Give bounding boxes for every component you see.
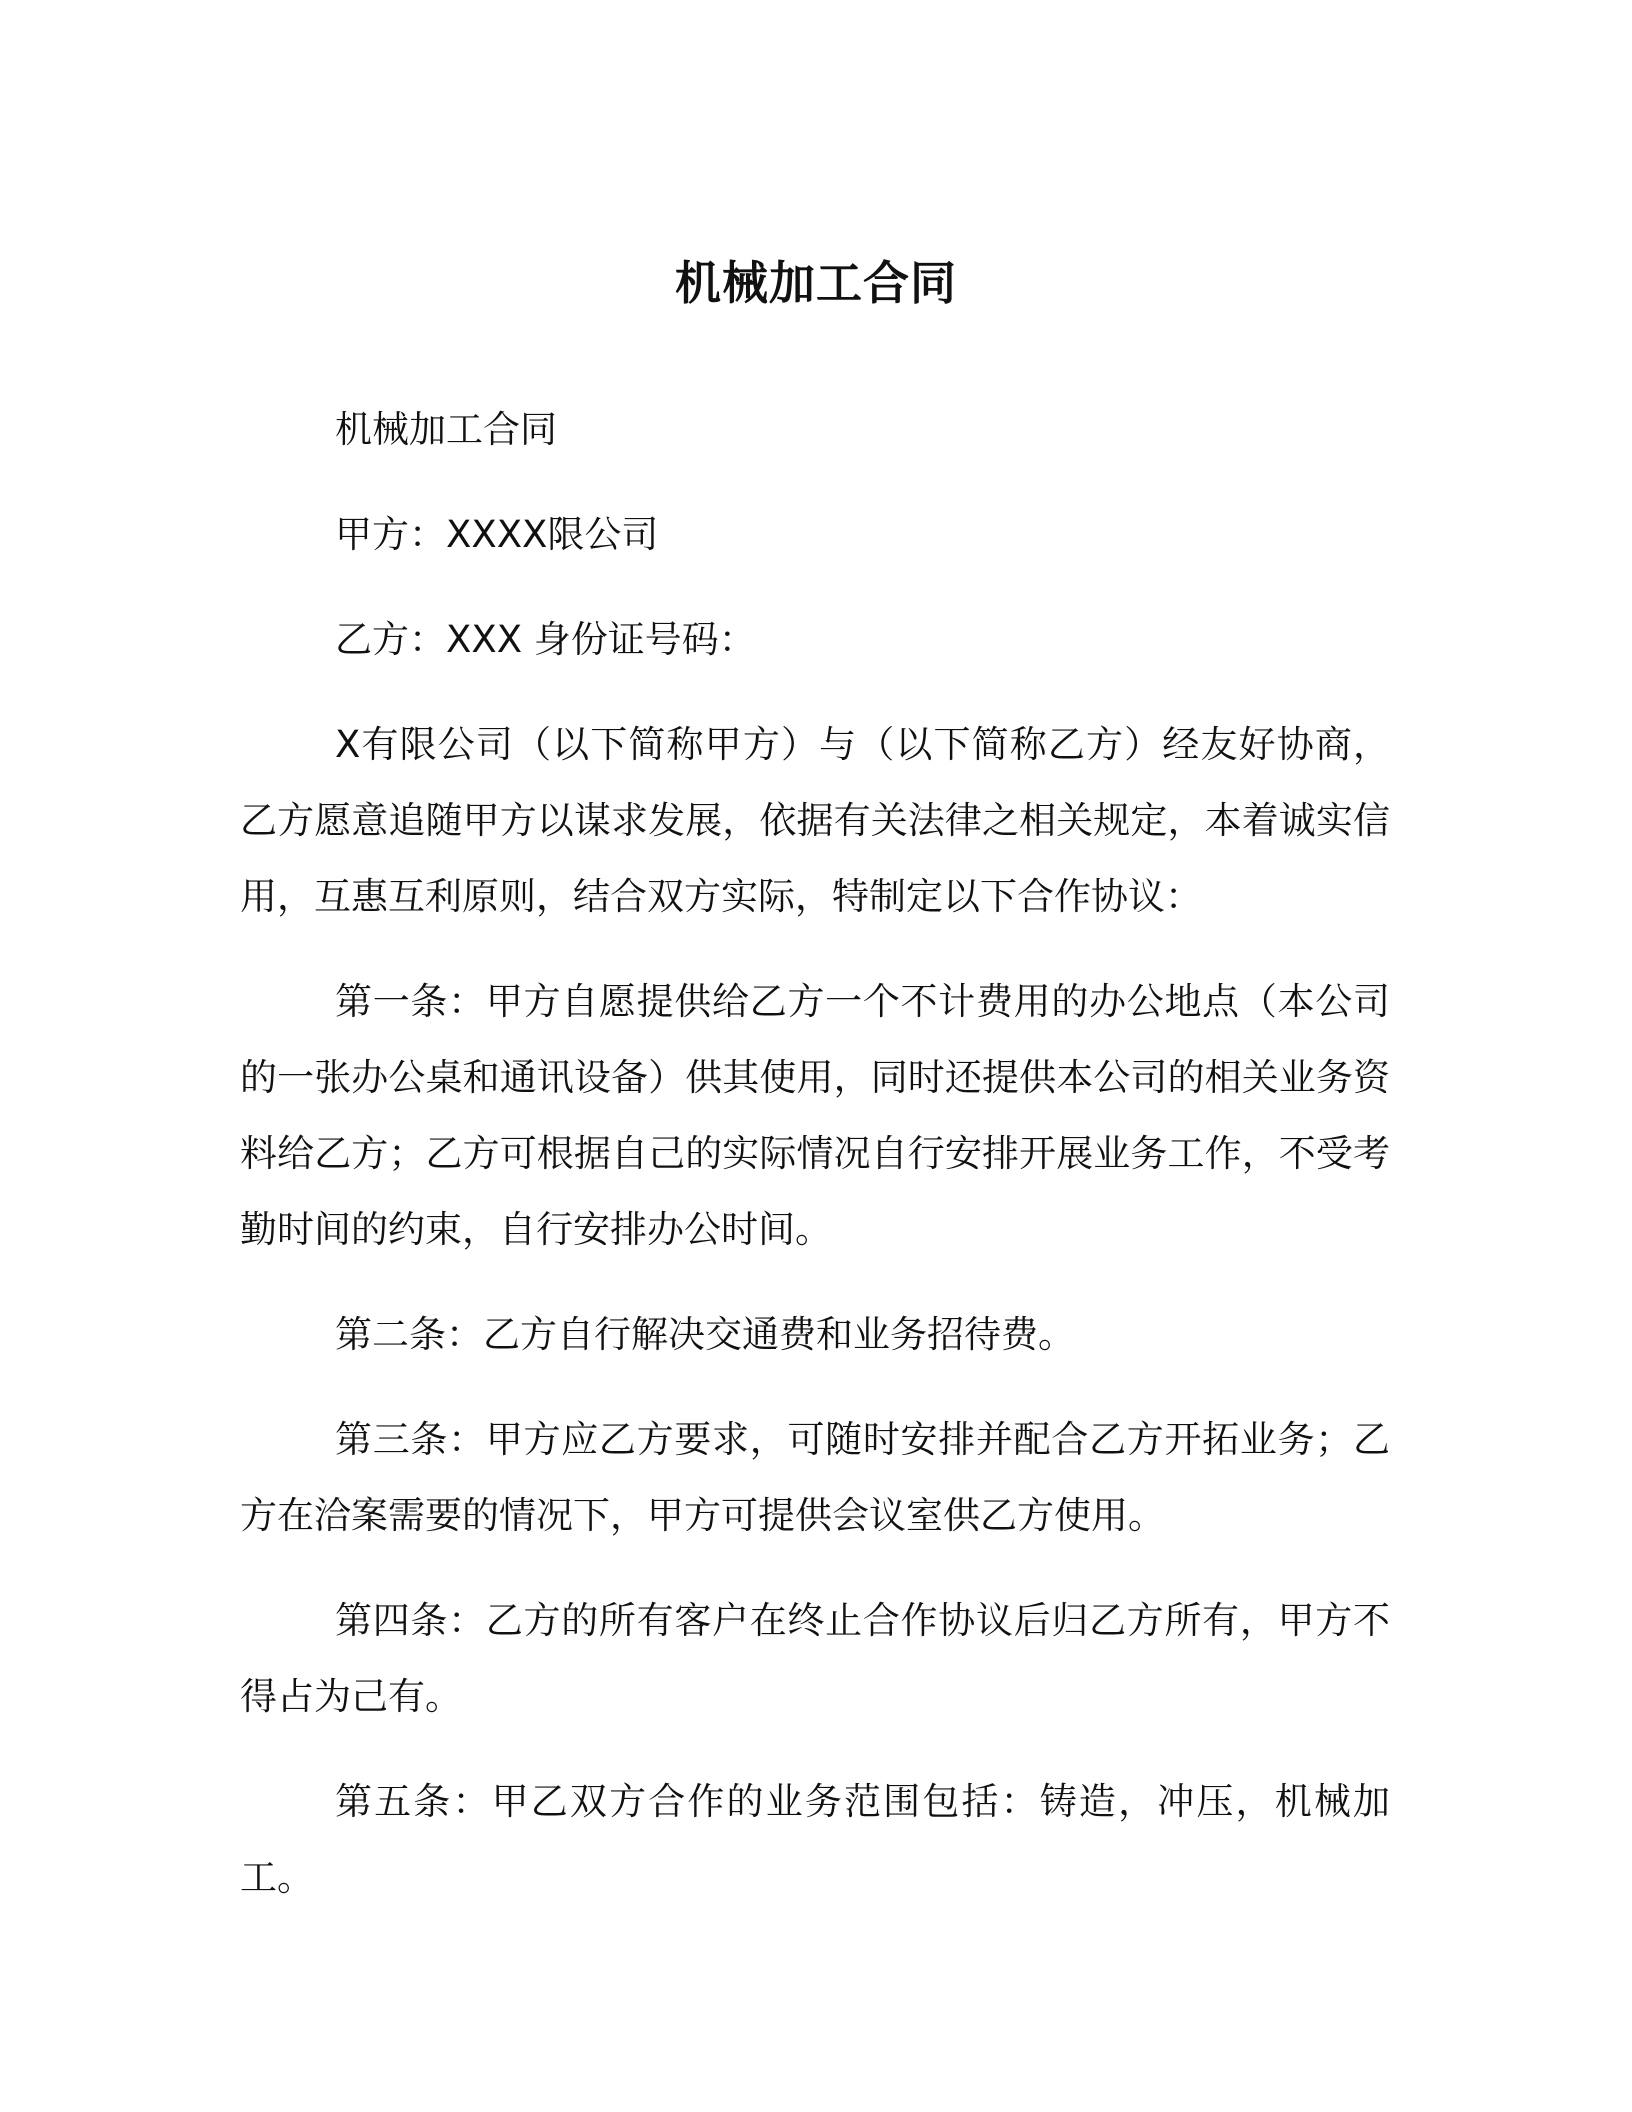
paragraph-article-4: 第四条：乙方的所有客户在终止合作协议后归乙方所有，甲方不得占为己有。 bbox=[240, 1599, 1390, 1718]
paragraph-article-5: 第五条：甲乙双方合作的业务范围包括：铸造，冲压，机械加工。 bbox=[240, 1780, 1390, 1899]
paragraph-preamble: X有限公司（以下简称甲方）与（以下简称乙方）经友好协商，乙方愿意追随甲方以谋求发展，依据有关法律之相关规定，本着诚实信用，互惠互利原则，结合双方实际，特制定以下合作协议： bbox=[240, 723, 1390, 918]
document-title: 机械加工合同 bbox=[675, 255, 957, 310]
document-body bbox=[240, 392, 1390, 1945]
paragraph-article-2: 第二条：乙方自行解决交通费和业务招待费。 bbox=[335, 1313, 1075, 1356]
paragraph-party-b: 乙方：XXX 身份证号码： bbox=[335, 618, 756, 661]
paragraph-heading: 机械加工合同 bbox=[335, 408, 557, 451]
paragraph-party-a: 甲方：XXXX限公司 bbox=[335, 513, 659, 556]
paragraph-article-1: 第一条：甲方自愿提供给乙方一个不计费用的办公地点（本公司的一张办公桌和通讯设备）供其使用，同时还提供本公司的相关业务资料给乙方；乙方可根据自己的实际情况自行安排开展业务工作，不受考勤时间的约束，自行安排办公时间。 bbox=[240, 980, 1390, 1251]
paragraph-article-3: 第三条：甲方应乙方要求，可随时安排并配合乙方开拓业务；乙方在洽案需要的情况下，甲方可提供会议室供乙方使用。 bbox=[240, 1418, 1390, 1537]
